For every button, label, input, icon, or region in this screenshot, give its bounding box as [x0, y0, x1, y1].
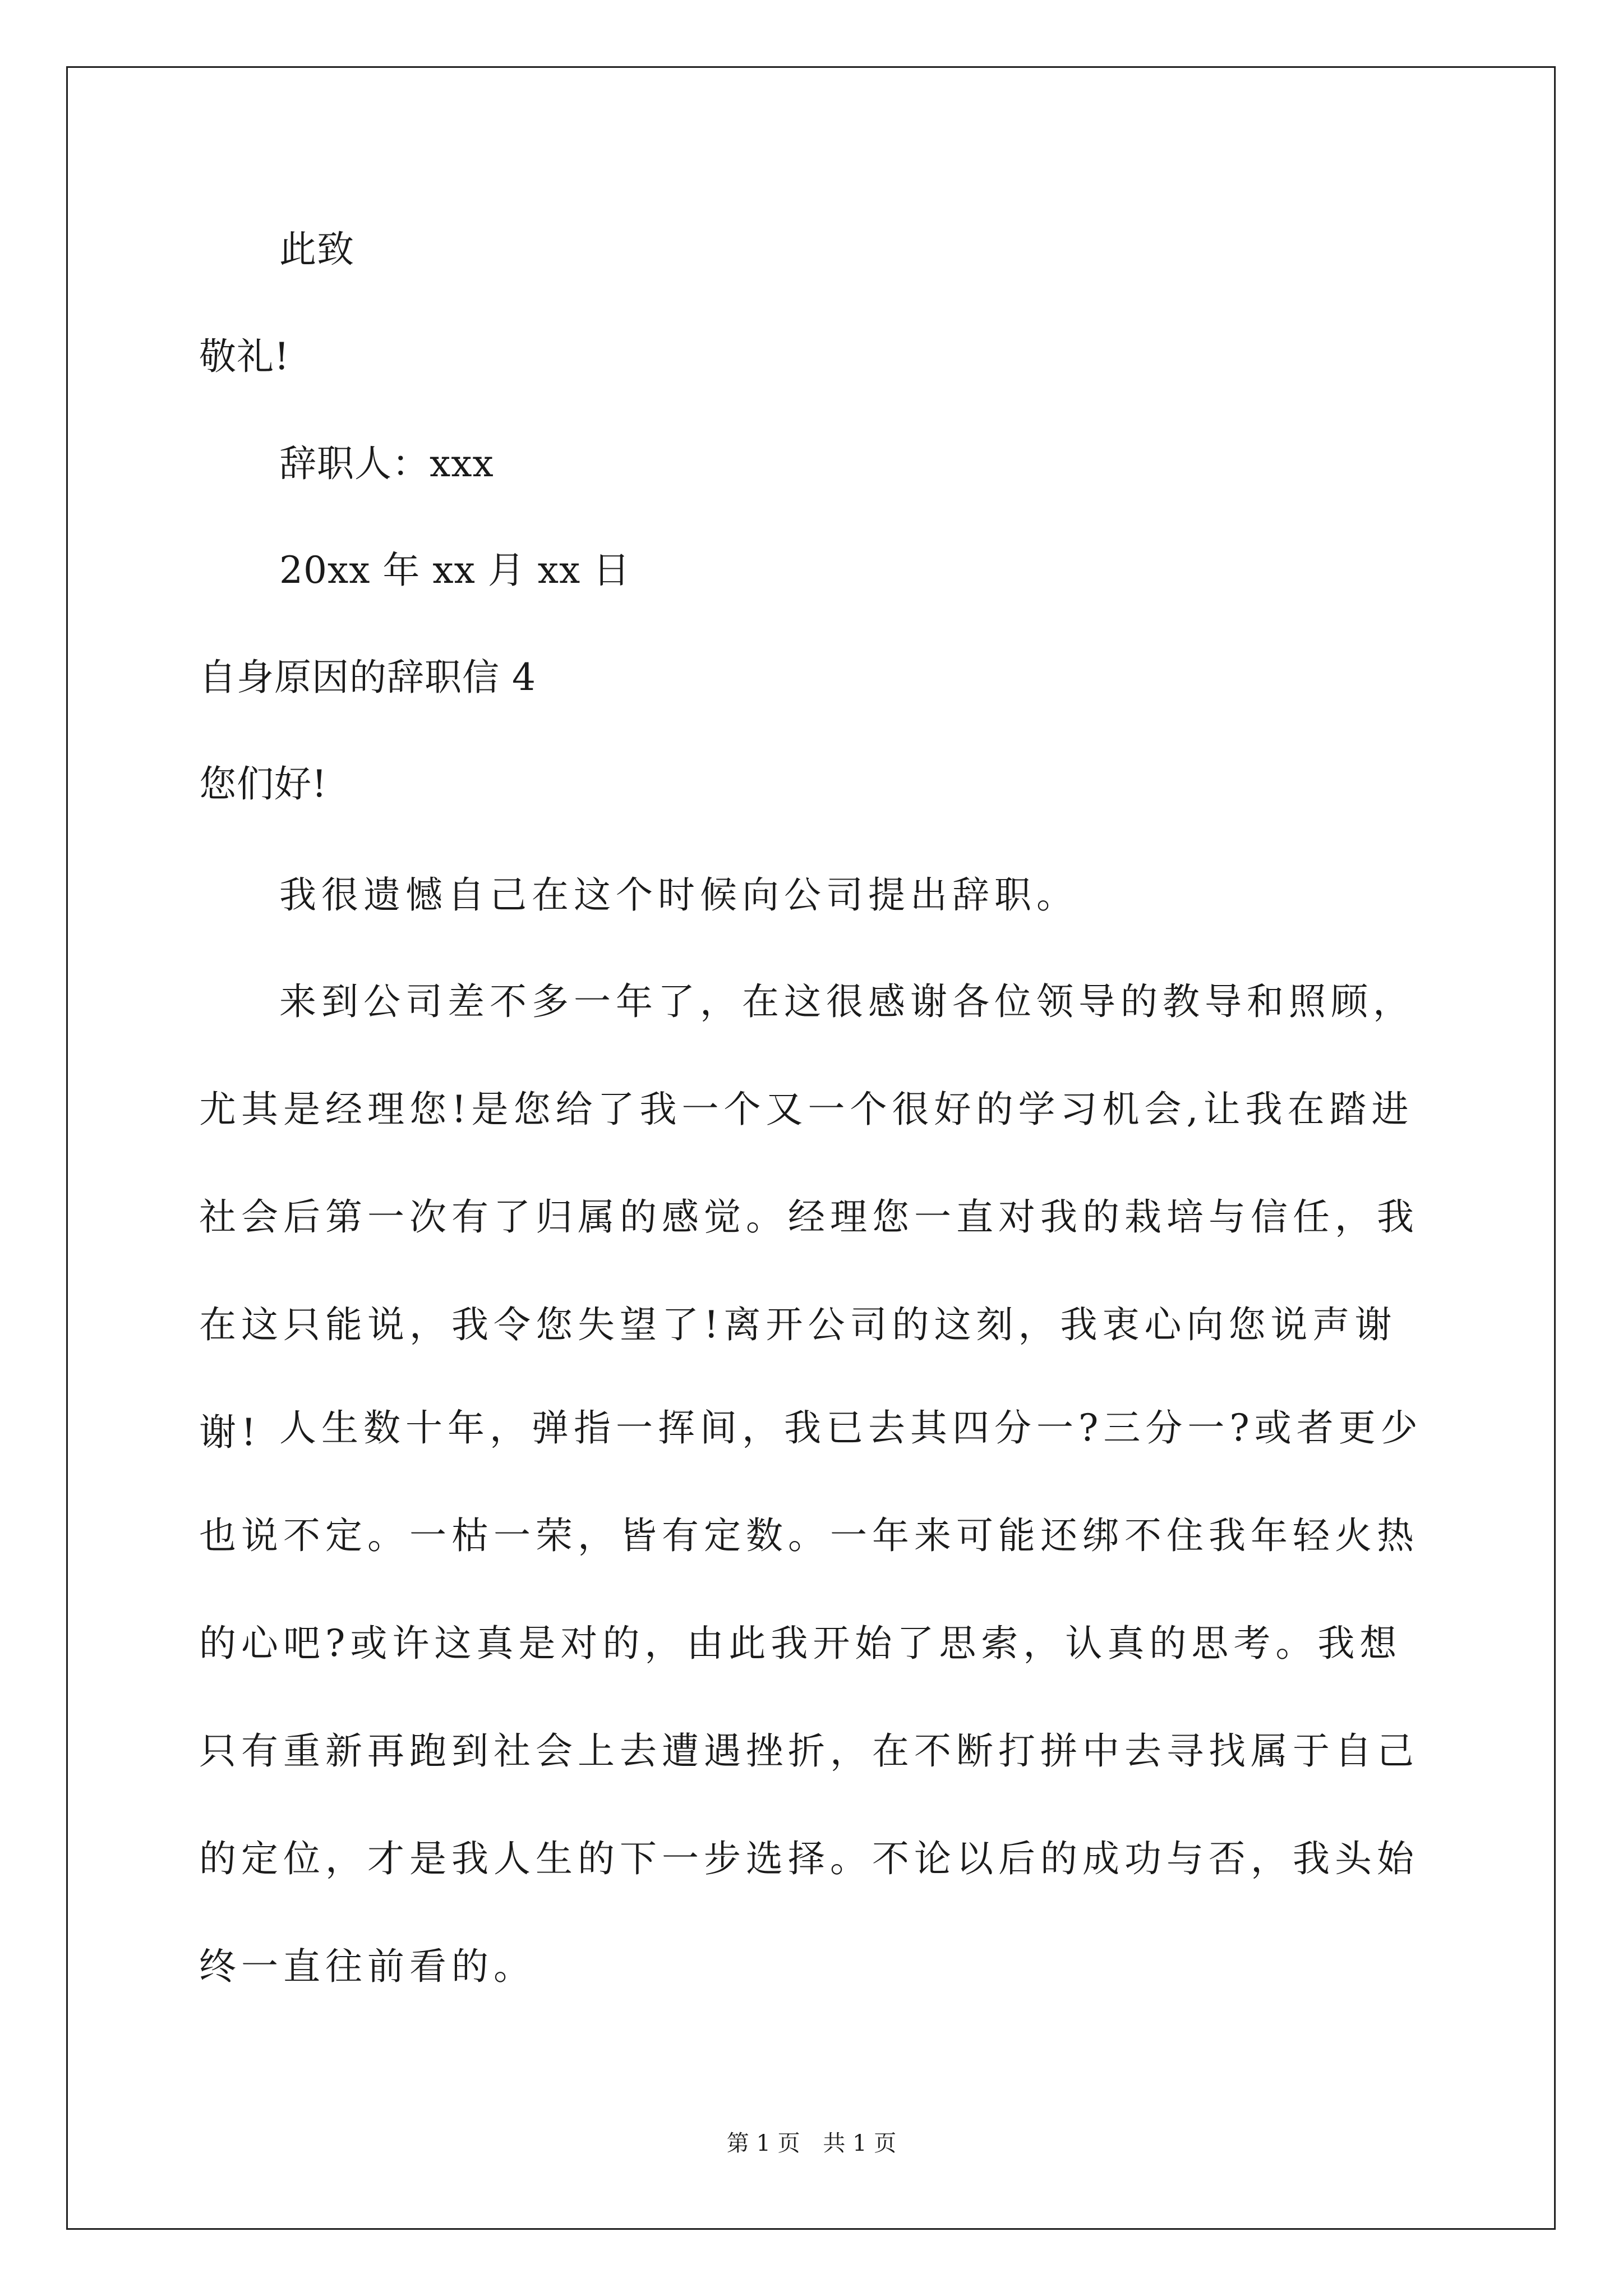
body-paragraph: 人生数十年，弹指一挥间，我已去其四分一?三分一?或者更少也说不定。一枯一荣，皆有定数。一年来可能还绑不住我年轻火热的心吧?或许这真是对的，由此我开始了思索，认真的思考。我想只有重新再跑到社会上去遭遇挫折，在不断打拼中去寻找属于自己的定位，才是我人生的下一步选择。不论以后的成功与否，我头始终一直往前看的。 [199, 1406, 1423, 1988]
closing-salutation: 此致 [279, 228, 354, 271]
page-total: 共 1 页 [823, 2131, 897, 2156]
page-footer [0, 2129, 1623, 2157]
page-number: 第 1 页 [726, 2131, 800, 2156]
letter-title: 自身原因的辞职信 4 [199, 656, 536, 699]
closing-regards: 敬礼! [199, 335, 290, 378]
body-paragraph: 来到公司差不多一年了，在这很感谢各位领导的教导和照顾，尤其是经理您!是您给了我一个又一个很好的学习机会,让我在踏进社会后第一次有了归属的感觉。经理您一直对我的栽培与信任，我在这只能说，我令您失望了!离开公司的这刻，我衷心向您说声谢谢! [199, 980, 1419, 1454]
letter-greeting: 您们好! [199, 762, 328, 806]
date-line: 20xx 年 xx 月 xx 日 [279, 549, 631, 592]
body-paragraph: 我很遗憾自己在这个时候向公司提出辞职。 [279, 873, 1078, 917]
signer-line: 辞职人：xxx [279, 442, 494, 485]
